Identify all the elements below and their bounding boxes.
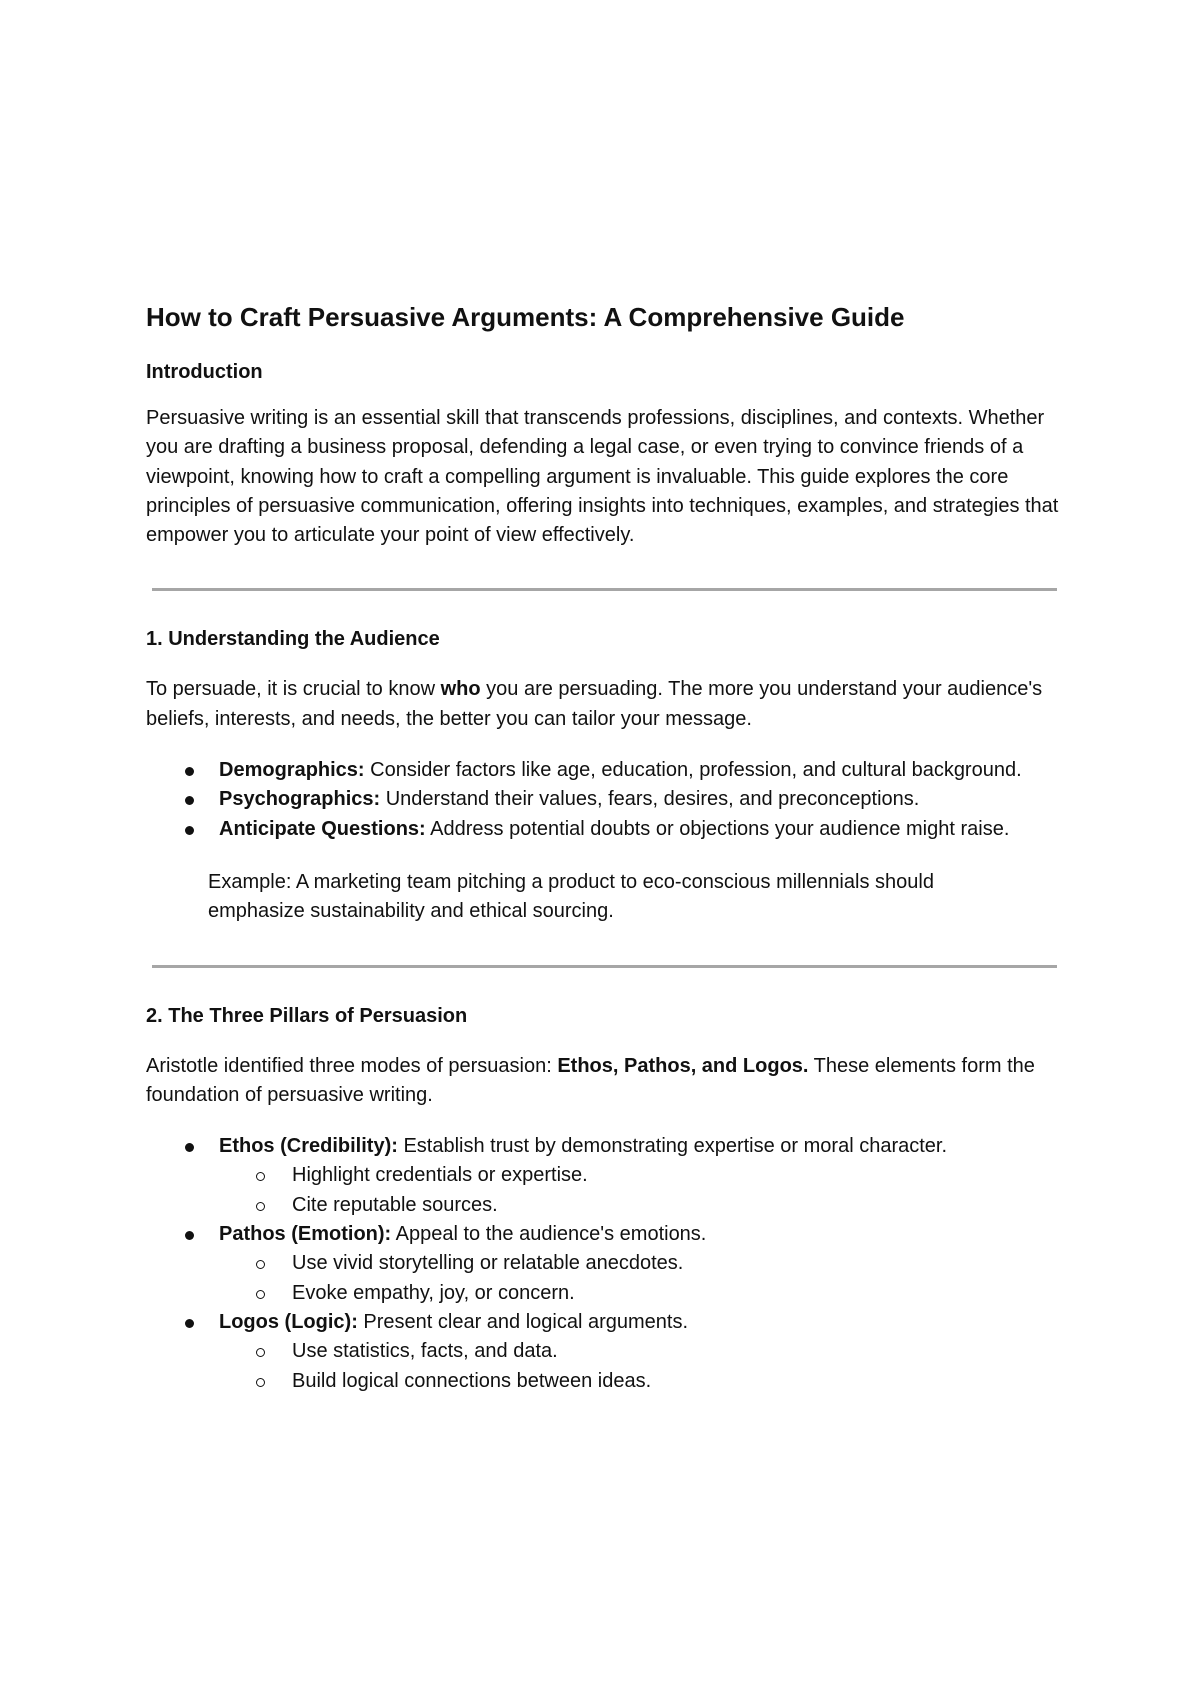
bullet-icon [185, 1220, 194, 1249]
sub-list-item: Highlight credentials or expertise. [146, 1161, 1066, 1190]
bullet-icon [185, 785, 194, 814]
list-item-demographics: Demographics: Consider factors like age, education, profession, and cultural background. [146, 756, 1066, 785]
bullet-icon [185, 815, 194, 844]
circle-bullet-icon [256, 1337, 265, 1366]
section2-intro: Aristotle identified three modes of persuasion: Ethos, Pathos, and Logos. These elements form the foundation of persuasive writing. [146, 1054, 1035, 1106]
circle-bullet-icon [256, 1367, 265, 1396]
bullet-icon [185, 1132, 194, 1161]
introduction-paragraph: Persuasive writing is an essential skill that transcends professions, disciplines, and contexts. Whether you are drafting a business proposal, defending a legal case, or even trying to convince friends of a viewpoint, knowing how to craft a compelling argument is invaluable. This guide explores the core principles of persuasive communication, offering insights into techniques, examples, and strategies that empower you to articulate your point of view effectively. [146, 407, 1059, 547]
divider [152, 965, 1057, 968]
sub-list-item: Use vivid storytelling or relatable anecdotes. [146, 1249, 1066, 1278]
circle-bullet-icon [256, 1191, 265, 1220]
audience-list [146, 756, 1066, 844]
bullet-icon [185, 756, 194, 785]
list-item-anticipate-questions: Anticipate Questions: Address potential doubts or objections your audience might raise. [146, 815, 1066, 844]
list-item-psychographics: Psychographics: Understand their values, fears, desires, and preconceptions. [146, 785, 1066, 814]
document-body [146, 300, 1066, 1396]
divider [152, 588, 1057, 591]
section1-example: Example: A marketing team pitching a product to eco-conscious millennials should emphasize sustainability and ethical sourcing. [208, 870, 934, 923]
bullet-icon [185, 1308, 194, 1337]
circle-bullet-icon [256, 1161, 265, 1190]
document-title: How to Craft Persuasive Arguments: A Comprehensive Guide [146, 302, 905, 332]
sub-list-item: Cite reputable sources. [146, 1191, 1066, 1220]
list-item-pathos: Pathos (Emotion): Appeal to the audience's emotions. [146, 1220, 1066, 1249]
sub-list-item: Evoke empathy, joy, or concern. [146, 1279, 1066, 1308]
section1-heading: 1. Understanding the Audience [146, 628, 440, 651]
section2-heading: 2. The Three Pillars of Persuasion [146, 1004, 468, 1027]
circle-bullet-icon [256, 1279, 265, 1308]
list-item-ethos: Ethos (Credibility): Establish trust by demonstrating expertise or moral character. [146, 1132, 1066, 1161]
sub-list-item: Build logical connections between ideas. [146, 1367, 1066, 1396]
section1-intro: To persuade, it is crucial to know who you are persuading. The more you understand your audience's beliefs, interests, and needs, the better you can tailor your message. [146, 678, 1043, 730]
list-item-logos: Logos (Logic): Present clear and logical arguments. [146, 1308, 1066, 1337]
circle-bullet-icon [256, 1249, 265, 1278]
pillars-list [146, 1132, 1066, 1396]
introduction-heading: Introduction [146, 361, 263, 383]
sub-list-item: Use statistics, facts, and data. [146, 1337, 1066, 1366]
